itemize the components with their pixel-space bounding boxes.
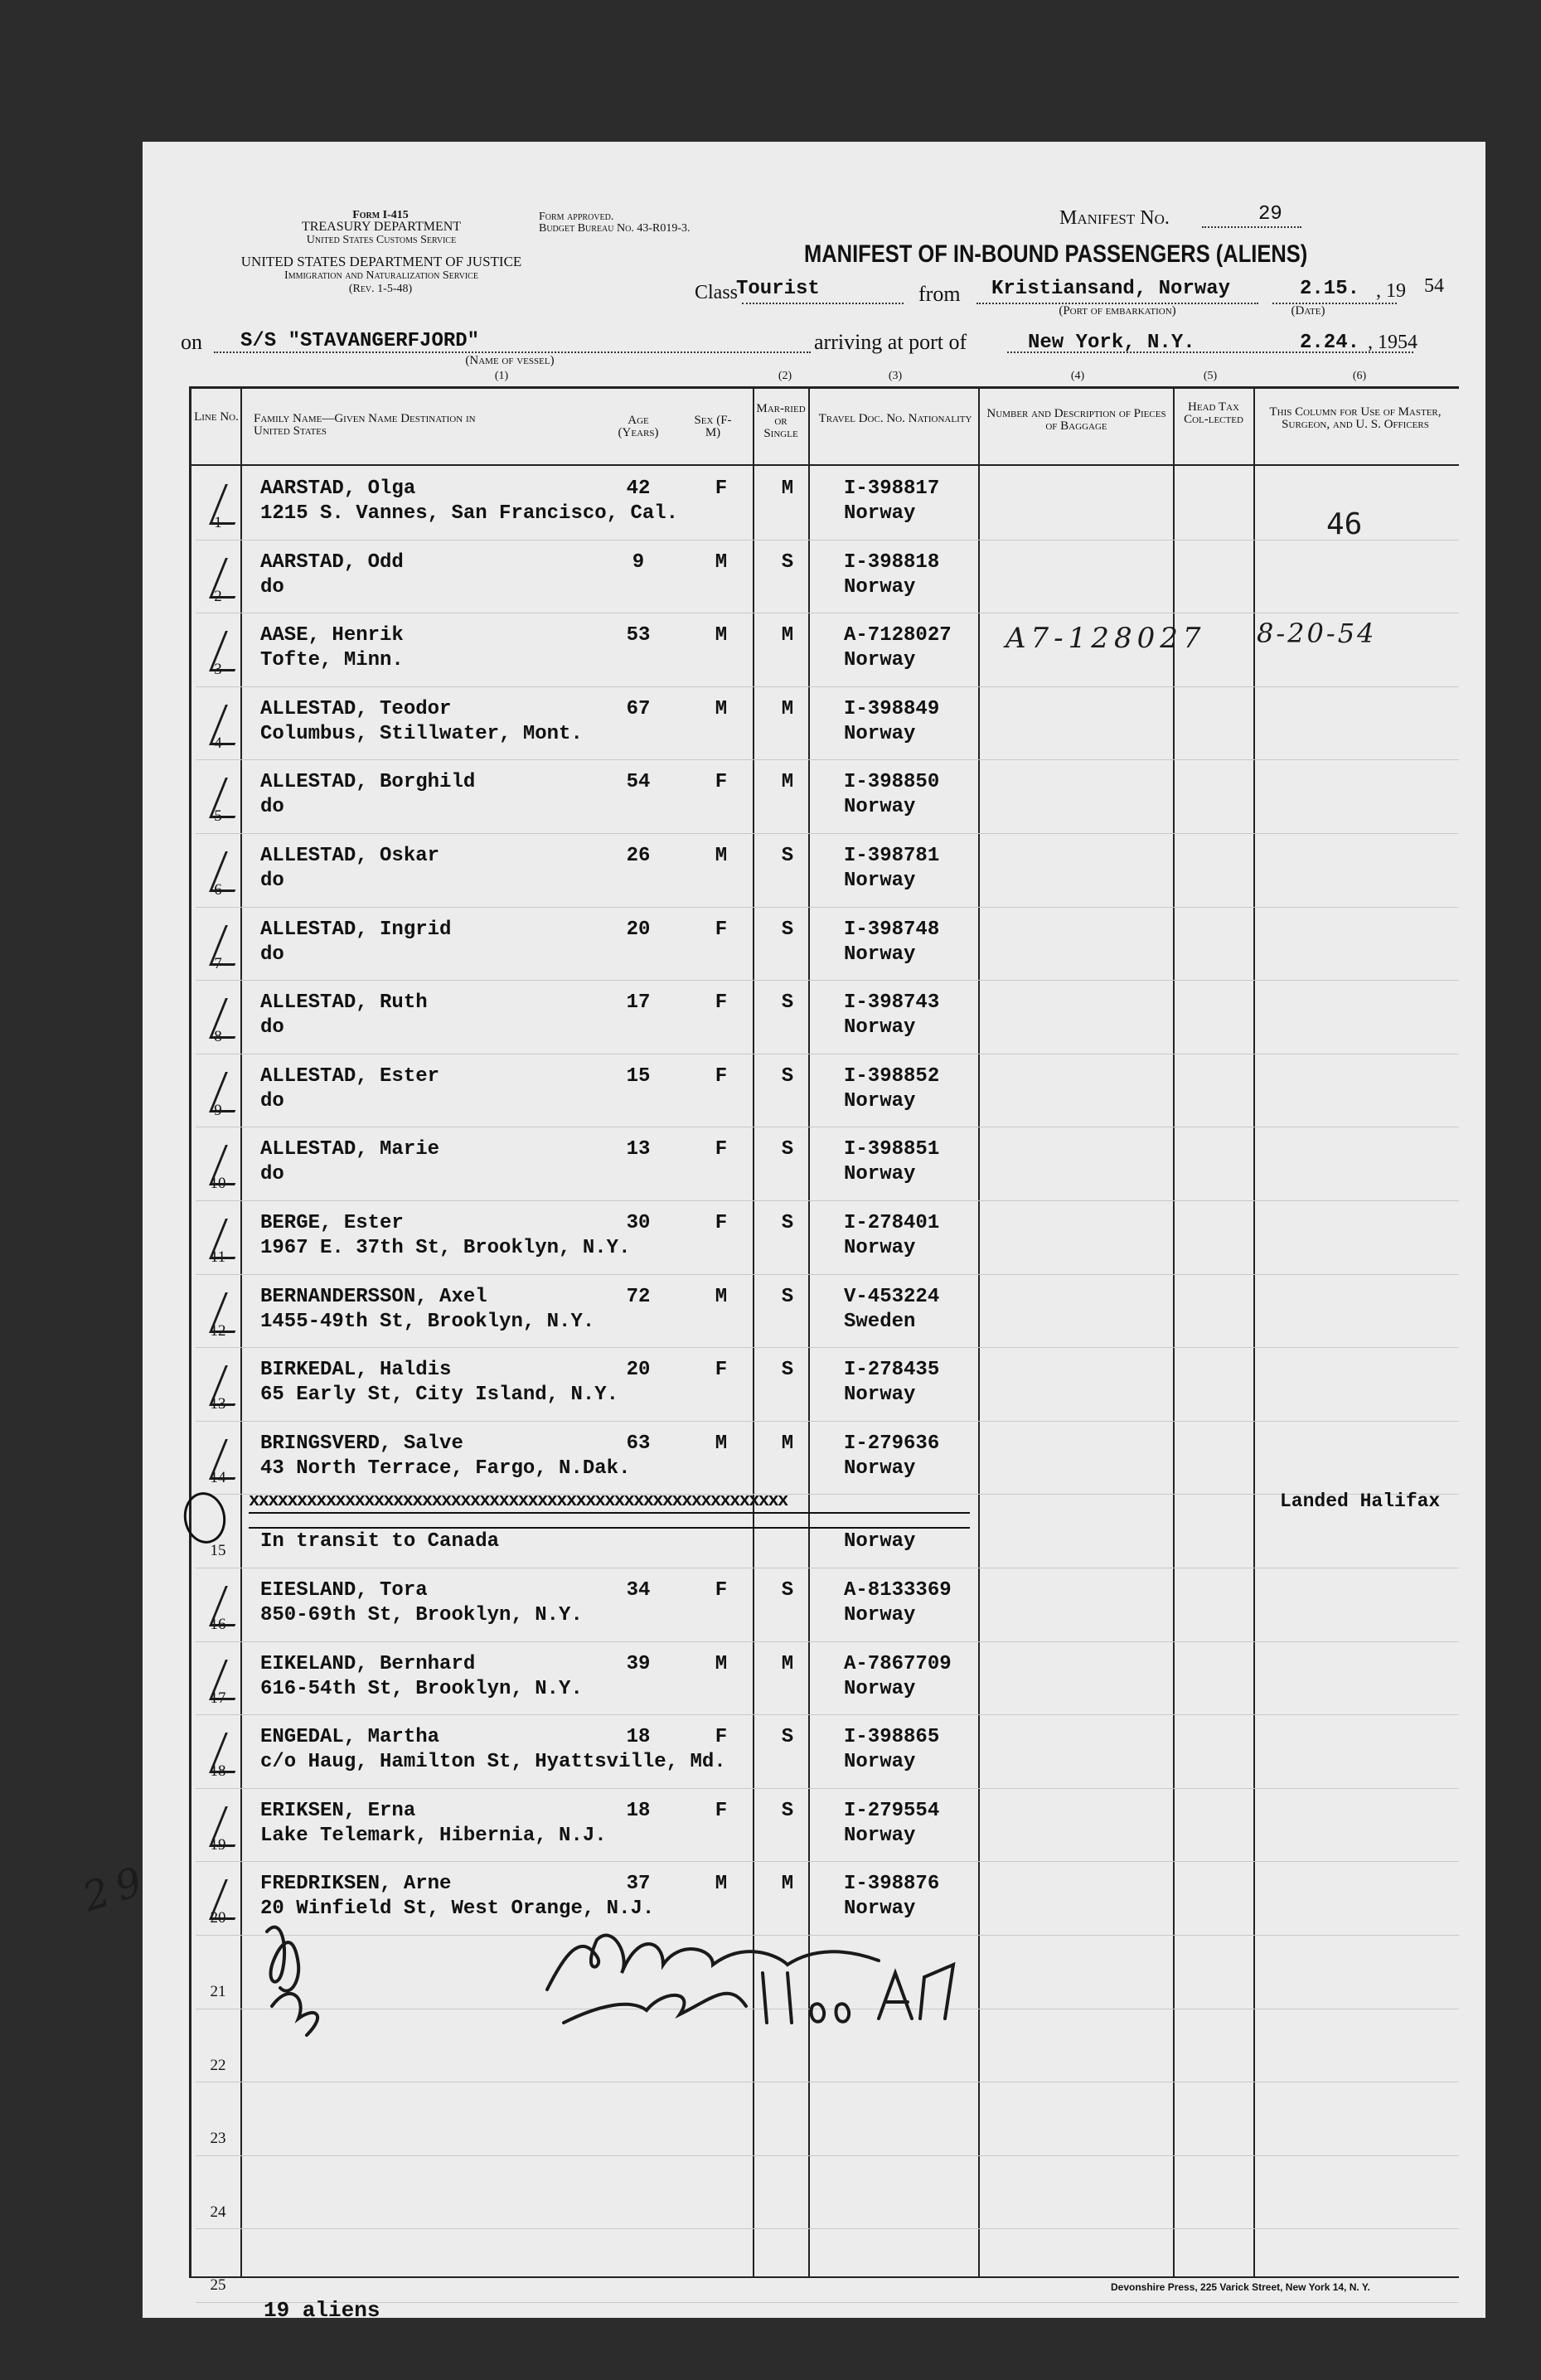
passenger-age: 54 bbox=[626, 771, 651, 794]
passenger-age: 20 bbox=[626, 918, 651, 941]
officer-count-46: 46 bbox=[1326, 507, 1363, 541]
passenger-marital-status: M bbox=[781, 1873, 794, 1896]
col-divider bbox=[1253, 386, 1255, 2276]
passenger-name: ALLESTAD, Teodor bbox=[260, 697, 452, 720]
travel-doc-number: I-279636 bbox=[844, 1432, 940, 1455]
manifest-number-label: Manifest No. bbox=[1059, 207, 1170, 229]
baggage-handwritten-row3: A7-128027 bbox=[1006, 622, 1206, 655]
passenger-age: 63 bbox=[626, 1432, 651, 1455]
departure-year: 54 bbox=[1424, 275, 1444, 297]
travel-doc-number: I-398781 bbox=[844, 845, 940, 867]
passenger-age: 17 bbox=[626, 991, 651, 1015]
passenger-sex: F bbox=[715, 991, 728, 1015]
landed-halifax-note: Landed Halifax bbox=[1280, 1491, 1441, 1512]
class-line bbox=[742, 303, 904, 304]
passenger-marital-status: S bbox=[781, 918, 794, 941]
header-name: Family Name—Given Name Destination in United States bbox=[254, 412, 476, 438]
arriving-label: arriving at port of bbox=[814, 330, 967, 354]
row-divider bbox=[196, 907, 1459, 908]
line-number: 6 bbox=[214, 881, 222, 899]
header-line-no: Line No. bbox=[194, 410, 239, 424]
passenger-age: 53 bbox=[626, 624, 651, 647]
row-divider bbox=[196, 1641, 1459, 1642]
passenger-sex: M bbox=[715, 1873, 728, 1896]
line-number: 25 bbox=[210, 2276, 226, 2295]
travel-doc-number: I-398865 bbox=[844, 1726, 940, 1749]
line-number: 4 bbox=[214, 734, 222, 752]
class-value: Tourist bbox=[736, 278, 820, 300]
travel-doc-number: A-7128027 bbox=[844, 624, 952, 647]
passenger-age: 18 bbox=[626, 1799, 651, 1822]
on-label: on bbox=[181, 330, 202, 354]
line-number: 24 bbox=[210, 2203, 226, 2221]
passenger-age: 13 bbox=[626, 1138, 651, 1161]
header-age: Age (Years) bbox=[618, 414, 659, 439]
passenger-nationality: Norway bbox=[844, 870, 916, 892]
passenger-nationality: Norway bbox=[844, 502, 916, 525]
passenger-age: 34 bbox=[626, 1579, 651, 1602]
passenger-nationality: Norway bbox=[844, 1677, 916, 1700]
passenger-nationality: Norway bbox=[844, 1384, 916, 1407]
passenger-name: EIESLAND, Tora bbox=[260, 1579, 428, 1602]
passenger-marital-status: S bbox=[781, 1212, 794, 1234]
passenger-destination: do bbox=[260, 1163, 284, 1186]
line-number: 7 bbox=[214, 954, 222, 972]
passenger-age: 42 bbox=[626, 477, 651, 500]
passenger-nationality: Norway bbox=[844, 943, 916, 966]
passenger-marital-status: S bbox=[781, 845, 794, 867]
travel-doc-number: I-278401 bbox=[844, 1212, 940, 1234]
from-port: Kristiansand, Norway bbox=[991, 278, 1231, 300]
travel-doc-number: I-398850 bbox=[844, 771, 940, 794]
passenger-nationality: Norway bbox=[844, 722, 916, 745]
arrival-date: 2.24. bbox=[1300, 332, 1360, 354]
passenger-destination: Tofte, Minn. bbox=[260, 649, 404, 672]
manifest-number-line bbox=[1202, 226, 1301, 228]
passenger-destination: do bbox=[260, 1089, 284, 1112]
line-number: 22 bbox=[210, 2056, 226, 2074]
passenger-marital-status: M bbox=[781, 697, 794, 720]
row-divider bbox=[196, 833, 1459, 834]
customs-service: United States Customs Service bbox=[306, 234, 457, 246]
passenger-destination: Columbus, Stillwater, Mont. bbox=[260, 722, 583, 745]
passenger-name: BRINGSVERD, Salve bbox=[260, 1432, 463, 1455]
line-number: 16 bbox=[210, 1616, 226, 1633]
col-number: (6) bbox=[1352, 370, 1367, 382]
travel-doc-number: I-398743 bbox=[844, 991, 940, 1015]
row-divider bbox=[196, 980, 1459, 981]
row-divider bbox=[196, 1714, 1459, 1715]
passenger-sex: M bbox=[715, 1652, 728, 1675]
travel-doc-number: A-8133369 bbox=[844, 1579, 952, 1602]
punch-hole bbox=[90, 2144, 138, 2192]
passenger-sex: F bbox=[715, 771, 728, 794]
travel-doc-number: I-398851 bbox=[844, 1138, 940, 1161]
passenger-name: BIRKEDAL, Haldis bbox=[260, 1359, 452, 1382]
table-left-border bbox=[189, 386, 191, 2276]
strike-through-line bbox=[249, 1512, 970, 1514]
row-divider bbox=[196, 2228, 1459, 2229]
punch-hole bbox=[90, 1626, 138, 1674]
line-number: 15 bbox=[210, 1542, 226, 1560]
line-number: 12 bbox=[210, 1321, 226, 1340]
passenger-marital-status: S bbox=[781, 1138, 794, 1161]
punch-hole bbox=[90, 453, 138, 501]
passenger-age: 26 bbox=[626, 845, 651, 867]
passenger-name: ALLESTAD, Ingrid bbox=[260, 918, 452, 941]
passenger-nationality: Norway bbox=[844, 1604, 916, 1626]
passenger-nationality: Norway bbox=[844, 575, 916, 599]
passenger-name: ALLESTAD, Ester bbox=[260, 1064, 440, 1088]
passenger-nationality: Norway bbox=[844, 1237, 916, 1259]
col-number: (3) bbox=[888, 370, 903, 382]
passenger-name: EIKELAND, Bernhard bbox=[260, 1652, 476, 1675]
travel-doc-number: I-279554 bbox=[844, 1799, 940, 1822]
line-number: 11 bbox=[210, 1248, 226, 1266]
line-number: 1 bbox=[214, 514, 222, 531]
table-top-border bbox=[189, 386, 1459, 389]
travel-doc-number: I-398849 bbox=[844, 697, 940, 720]
class-label: Class bbox=[695, 282, 739, 303]
punch-hole bbox=[90, 892, 138, 940]
from-label: from bbox=[918, 282, 961, 306]
printer-imprint: Devonshire Press, 225 Varick Street, New York 14, N. Y. bbox=[1111, 2281, 1370, 2293]
col-divider bbox=[240, 386, 242, 2276]
marginal-number-29: 29 bbox=[77, 1855, 156, 1922]
passenger-destination: 20 Winfield St, West Orange, N.J. bbox=[260, 1898, 655, 1921]
passenger-nationality: Norway bbox=[844, 796, 916, 819]
passenger-nationality: Norway bbox=[844, 1457, 916, 1480]
passenger-sex: F bbox=[715, 1359, 728, 1382]
travel-doc-number: I-398817 bbox=[844, 477, 940, 500]
row-divider bbox=[196, 1788, 1459, 1789]
passenger-marital-status: S bbox=[781, 1064, 794, 1088]
line-number: 20 bbox=[210, 1909, 226, 1927]
struck-row-text: xxxxxxxxxxxxxxxxxxxxxxxxxxxxxxxxxxxxxxxxxxxxxxxxxxxxxxxx bbox=[249, 1491, 787, 1511]
arrival-year: , 1954 bbox=[1368, 332, 1417, 353]
passenger-age: 20 bbox=[626, 1359, 651, 1382]
row-divider bbox=[196, 1274, 1459, 1275]
header-sex: Sex (F-M) bbox=[694, 414, 732, 439]
passenger-name: AARSTAD, Olga bbox=[260, 477, 416, 500]
passenger-destination: In transit to Canada bbox=[260, 1530, 500, 1554]
travel-doc-number: I-398876 bbox=[844, 1873, 940, 1896]
passenger-sex: F bbox=[715, 1579, 728, 1602]
passenger-destination: 1455-49th St, Brooklyn, N.Y. bbox=[260, 1310, 595, 1333]
col-divider bbox=[1173, 386, 1175, 2276]
passenger-marital-status: M bbox=[781, 1432, 794, 1455]
passenger-nationality: Norway bbox=[844, 1163, 916, 1186]
passenger-age: 18 bbox=[626, 1726, 651, 1749]
manifest-title: MANIFEST OF IN-BOUND PASSENGERS (ALIENS) bbox=[804, 240, 1308, 268]
passenger-marital-status: M bbox=[781, 771, 794, 794]
passenger-marital-status: S bbox=[781, 1726, 794, 1749]
travel-doc-number: I-398748 bbox=[844, 918, 940, 941]
passenger-name: FREDRIKSEN, Arne bbox=[260, 1873, 452, 1896]
passenger-sex: F bbox=[715, 1799, 728, 1822]
passenger-age: 39 bbox=[626, 1652, 651, 1675]
punch-hole bbox=[90, 1758, 138, 1806]
form-approved: Form approved. bbox=[539, 211, 614, 223]
passenger-age: 67 bbox=[626, 697, 651, 720]
passenger-marital-status: S bbox=[781, 1359, 794, 1382]
passenger-marital-status: M bbox=[781, 624, 794, 647]
header-bottom-border bbox=[189, 464, 1459, 466]
passenger-destination: 616-54th St, Brooklyn, N.Y. bbox=[260, 1677, 583, 1700]
passenger-sex: F bbox=[715, 1212, 728, 1234]
line-number: 17 bbox=[210, 1689, 226, 1707]
passenger-destination: do bbox=[260, 943, 284, 966]
row-divider bbox=[196, 1347, 1459, 1348]
passenger-name: ALLESTAD, Ruth bbox=[260, 991, 428, 1015]
passenger-sex: F bbox=[715, 1726, 728, 1749]
line-number: 14 bbox=[210, 1468, 226, 1486]
officer-date-row3: 8-20-54 bbox=[1257, 618, 1377, 649]
passenger-destination: Lake Telemark, Hibernia, N.J. bbox=[260, 1824, 607, 1847]
travel-doc-number: I-398852 bbox=[844, 1064, 940, 1088]
treasury-dept: TREASURY DEPARTMENT bbox=[301, 220, 462, 234]
passenger-destination: do bbox=[260, 1016, 284, 1040]
footer-alien-total: 19 aliens bbox=[264, 2298, 380, 2323]
passenger-destination: 65 Early St, City Island, N.Y. bbox=[260, 1384, 619, 1407]
passenger-destination: do bbox=[260, 575, 284, 599]
line-number: 9 bbox=[214, 1101, 222, 1119]
passenger-name: ALLESTAD, Marie bbox=[260, 1138, 440, 1161]
form-number: Form I-415 bbox=[352, 209, 409, 221]
passenger-name: BERNANDERSSON, Axel bbox=[260, 1285, 487, 1308]
passenger-age: 37 bbox=[626, 1873, 651, 1896]
line-number: 2 bbox=[214, 587, 222, 605]
passenger-destination: 1215 S. Vannes, San Francisco, Cal. bbox=[260, 502, 679, 525]
line-number: 21 bbox=[210, 1983, 226, 2000]
date-note: (Date) bbox=[1291, 304, 1325, 317]
vessel-name: S/S "STAVANGERFJORD" bbox=[240, 330, 480, 352]
form-revision: (Rev. 1-5-48) bbox=[348, 283, 413, 295]
passenger-name: AASE, Henrik bbox=[260, 624, 404, 647]
header-married: Mar-ried or Single bbox=[756, 402, 806, 440]
passenger-sex: F bbox=[715, 1064, 728, 1088]
passenger-marital-status: S bbox=[781, 1579, 794, 1602]
line-number: 8 bbox=[214, 1028, 222, 1046]
line-number: 3 bbox=[214, 661, 222, 679]
passenger-nationality: Norway bbox=[844, 1016, 916, 1040]
line-number: 13 bbox=[210, 1395, 226, 1413]
passenger-sex: F bbox=[715, 477, 728, 500]
row-divider bbox=[196, 1200, 1459, 1201]
passenger-nationality: Norway bbox=[844, 1089, 916, 1112]
row-divider bbox=[196, 1421, 1459, 1422]
table-bottom-border bbox=[189, 2276, 1459, 2278]
passenger-nationality: Norway bbox=[844, 1530, 916, 1554]
line-number: 23 bbox=[210, 2130, 226, 2148]
vessel-note: (Name of vessel) bbox=[465, 354, 555, 367]
passenger-nationality: Sweden bbox=[844, 1310, 916, 1333]
punch-hole bbox=[90, 357, 138, 405]
passenger-name: ERIKSEN, Erna bbox=[260, 1799, 416, 1822]
header-baggage: Number and Description of Pieces of Baggage bbox=[986, 407, 1166, 433]
punch-hole bbox=[90, 1037, 138, 1085]
row-divider bbox=[196, 2302, 1459, 2303]
passenger-marital-status: S bbox=[781, 550, 794, 574]
departure-year-prefix: , 19 bbox=[1376, 280, 1406, 302]
passenger-destination: 1967 E. 37th St, Brooklyn, N.Y. bbox=[260, 1237, 631, 1259]
row-divider bbox=[196, 686, 1459, 687]
header-head-tax: Head Tax Col-lected bbox=[1184, 400, 1243, 426]
punch-hole bbox=[90, 602, 138, 650]
passenger-sex: M bbox=[715, 697, 728, 720]
passenger-sex: F bbox=[715, 918, 728, 941]
inspector-signature bbox=[249, 1882, 1111, 2048]
ins-service: Immigration and Naturalization Service bbox=[284, 269, 478, 282]
row-divider bbox=[196, 759, 1459, 760]
passenger-marital-status: S bbox=[781, 1799, 794, 1822]
passenger-sex: M bbox=[715, 550, 728, 574]
justice-dept: UNITED STATES DEPARTMENT OF JUSTICE bbox=[240, 254, 522, 269]
passenger-sex: M bbox=[715, 1285, 728, 1308]
budget-bureau: Budget Bureau No. 43-R019-3. bbox=[539, 222, 691, 235]
passenger-name: AARSTAD, Odd bbox=[260, 550, 404, 574]
passenger-age: 15 bbox=[626, 1064, 651, 1088]
punch-hole bbox=[90, 196, 138, 244]
passenger-destination: c/o Haug, Hamilton St, Hyattsville, Md. bbox=[260, 1751, 726, 1774]
passenger-destination: do bbox=[260, 870, 284, 892]
line-number: 18 bbox=[210, 1762, 226, 1781]
passenger-name: BERGE, Ester bbox=[260, 1212, 404, 1234]
passenger-age: 72 bbox=[626, 1285, 651, 1308]
passenger-destination: 43 North Terrace, Fargo, N.Dak. bbox=[260, 1457, 631, 1480]
passenger-sex: M bbox=[715, 1432, 728, 1455]
line-number: 5 bbox=[214, 807, 222, 826]
passenger-age: 30 bbox=[626, 1212, 651, 1234]
arrival-port: New York, N.Y. bbox=[1028, 332, 1195, 354]
passenger-nationality: Norway bbox=[844, 1898, 916, 1921]
row-divider bbox=[196, 1861, 1459, 1862]
punch-hole bbox=[90, 1182, 138, 1230]
col-number: (5) bbox=[1203, 370, 1218, 382]
line-number: 19 bbox=[210, 1835, 226, 1854]
row-divider bbox=[196, 2155, 1459, 2156]
punch-hole bbox=[90, 1476, 138, 1524]
passenger-name: ALLESTAD, Oskar bbox=[260, 845, 440, 867]
manifest-number: 29 bbox=[1258, 203, 1282, 225]
col-number: (2) bbox=[778, 370, 792, 382]
passenger-nationality: Norway bbox=[844, 649, 916, 672]
passenger-nationality: Norway bbox=[844, 1751, 916, 1774]
passenger-marital-status: M bbox=[781, 477, 794, 500]
travel-doc-number: A-7867709 bbox=[844, 1652, 952, 1675]
passenger-nationality: Norway bbox=[844, 1824, 916, 1847]
col-number: (1) bbox=[494, 370, 509, 382]
passenger-marital-status: S bbox=[781, 991, 794, 1015]
passenger-sex: M bbox=[715, 624, 728, 647]
line-number: 10 bbox=[210, 1175, 226, 1193]
passenger-destination: 850-69th St, Brooklyn, N.Y. bbox=[260, 1604, 583, 1626]
departure-date: 2.15. bbox=[1300, 278, 1360, 300]
punch-hole bbox=[90, 747, 138, 795]
col-number: (4) bbox=[1070, 370, 1085, 382]
travel-doc-number: I-278435 bbox=[844, 1359, 940, 1382]
passenger-destination: do bbox=[260, 796, 284, 819]
passenger-name: ENGEDAL, Martha bbox=[260, 1726, 440, 1749]
passenger-name: ALLESTAD, Borghild bbox=[260, 771, 476, 794]
passenger-sex: M bbox=[715, 845, 728, 867]
punch-hole bbox=[90, 1331, 138, 1379]
header-officers: This Column for Use of Master, Surgeon, and U. S. Officers bbox=[1269, 405, 1442, 431]
passenger-sex: F bbox=[715, 1138, 728, 1161]
port-embarkation-note: (Port of embarkation) bbox=[1059, 304, 1176, 317]
passenger-age: 9 bbox=[632, 550, 645, 574]
travel-doc-number: V-453224 bbox=[844, 1285, 940, 1308]
header-travel-doc: Travel Doc. No. Nationality bbox=[818, 412, 972, 425]
strike-through-line bbox=[249, 1527, 970, 1529]
passenger-marital-status: S bbox=[781, 1285, 794, 1308]
travel-doc-number: I-398818 bbox=[844, 550, 940, 574]
passenger-marital-status: M bbox=[781, 1652, 794, 1675]
